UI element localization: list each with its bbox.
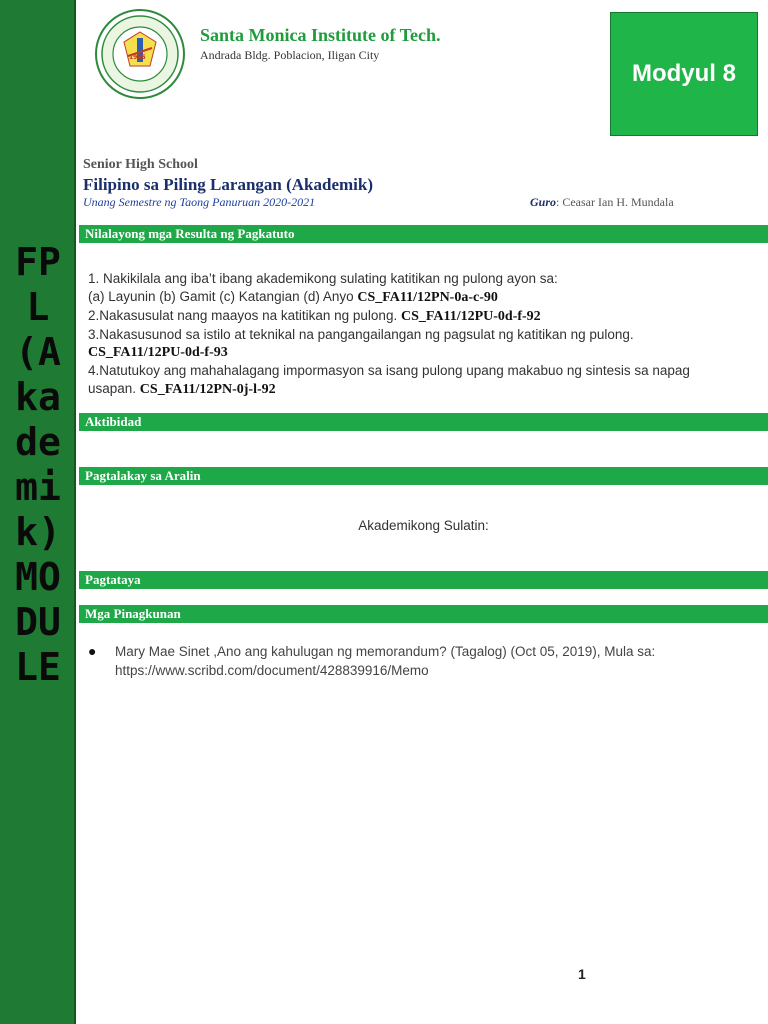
school-address: Andrada Bldg. Poblacion, Iligan City: [200, 48, 380, 62]
module-number-label: Modyul 8: [631, 60, 736, 87]
vertical-module-title: FPL(Akademik)MODULE: [15, 240, 61, 689]
reference-link[interactable]: https://www.scribd.com/document/428839916/Memo: [115, 663, 429, 678]
module-number-box: [610, 12, 758, 136]
logo-year: 1985: [129, 54, 146, 61]
competency-code-1: CS_FA11/12PN-0a-c-90: [357, 290, 498, 305]
objective-line-4: 3.Nakasusunod sa istilo at teknikal na pangangailangan ng pagsulat ng katitikan ng pulong.: [88, 327, 634, 342]
school-logo-seal: [94, 8, 186, 100]
reference-item: [88, 642, 728, 680]
section-header-references: Mga Pinagkunan: [79, 605, 768, 623]
objective-text-4: 4.Natutukoy ang mahahalagang impormasyon sa isang pulong upang makabuo ng sintesis sa napag usapan.: [88, 363, 690, 396]
section-header-activity: Aktibidad: [79, 413, 768, 431]
reference-citation: Mary Mae Sinet ,Ano ang kahulugan ng memorandum? (Tagalog) (Oct 05, 2019), Mula sa:: [115, 644, 656, 659]
teacher-name: : Ceasar Ian H. Mundala: [556, 195, 674, 209]
section-header-assessment: Pagtataya: [79, 571, 768, 589]
department-label: Senior High School: [83, 157, 198, 172]
learning-objectives: [88, 270, 728, 399]
competency-code-3: CS_FA11/12PU-0d-f-93: [88, 345, 228, 360]
competency-code-4: CS_FA11/12PN-0j-l-92: [139, 382, 276, 397]
semester-label: Unang Semestre ng Taong Panuruan 2020-2021: [83, 195, 316, 209]
section-header-discussion: Pagtalakay sa Aralin: [79, 467, 768, 485]
objective-text-1: (a) Layunin (b) Gamit (c) Katangian (d) Anyo: [88, 289, 358, 304]
objective-text-2: 2.Nakasusulat nang maayos na katitikan ng pulong.: [88, 308, 401, 323]
objective-line-2: [88, 288, 728, 307]
subject-title: Filipino sa Piling Larangan (Akademik): [83, 175, 373, 194]
objective-line-1: 1. Nakikilala ang iba’t ibang akademikong sulating katitikan ng pulong ayon sa:: [88, 271, 558, 286]
page-number: 1: [578, 966, 586, 982]
competency-code-2: CS_FA11/12PU-0d-f-92: [400, 309, 541, 324]
objective-line-5: [88, 362, 728, 399]
objective-line-3: [88, 307, 728, 326]
teacher-label: Guro: [530, 195, 557, 209]
left-sidebar-band: [0, 0, 76, 1024]
section-header-objectives: Nilalayong mga Resulta ng Pagkatuto: [79, 225, 768, 243]
teacher-info: [530, 195, 674, 210]
bullet-icon: ●: [88, 643, 97, 659]
discussion-text: Akademikong Sulatin:: [358, 518, 489, 533]
school-name: Santa Monica Institute of Tech.: [200, 25, 441, 45]
